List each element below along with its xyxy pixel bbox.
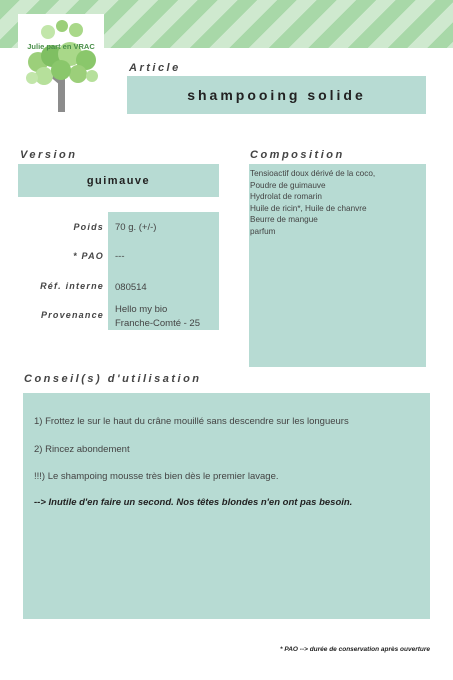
pao-label: * PAO (73, 251, 104, 261)
conseil-step-2: 2) Rincez abondement (34, 444, 130, 455)
composition-item: Beurre de mangue (250, 215, 318, 224)
composition-item: Tensioactif doux dérivé de la coco, (250, 169, 376, 178)
logo (18, 14, 104, 116)
version-label: Version (20, 149, 78, 161)
logo-title: Julie part en VRAC (27, 42, 95, 51)
composition-label: Composition (250, 149, 345, 161)
article-label: Article (129, 62, 181, 74)
ref-label: Réf. interne (40, 281, 104, 291)
pao-value: --- (115, 251, 125, 262)
conseil-step-3: !!!) Le shampoing mousse très bien dès le premier lavage. (34, 471, 279, 482)
poids-label: Poids (73, 222, 104, 232)
product-title: shampooing solide (187, 87, 366, 103)
version-box (18, 164, 219, 197)
composition-item: Hydrolat de romarin (250, 192, 322, 201)
product-title-box (127, 76, 426, 114)
provenance-line1: Hello my bio (115, 304, 168, 315)
composition-item: Poudre de guimauve (250, 180, 326, 190)
provenance-label: Provenance (40, 310, 104, 320)
conseil-label: Conseil(s) d'utilisation (24, 373, 202, 385)
conseil-step-1: 1) Frottez le sur le haut du crâne mouillé sans descendre sur les longueurs (34, 416, 349, 427)
composition-item: parfum (250, 226, 276, 236)
conseil-note: --> Inutile d'en faire un second. Nos têtes blondes n'en ont pas besoin. (34, 497, 353, 508)
composition-list (250, 168, 426, 237)
composition-item: Huile de ricin*, Huile de chanvre (250, 203, 367, 213)
pao-footnote: * PAO --> durée de conservation après ouverture (280, 646, 430, 653)
tree-logo-icon (18, 14, 104, 116)
ref-value: 080514 (115, 282, 147, 293)
provenance-line2: Franche-Comté - 25 (115, 318, 201, 329)
version-value: guimauve (86, 174, 151, 187)
poids-value: 70 g. (+/-) (115, 222, 157, 233)
